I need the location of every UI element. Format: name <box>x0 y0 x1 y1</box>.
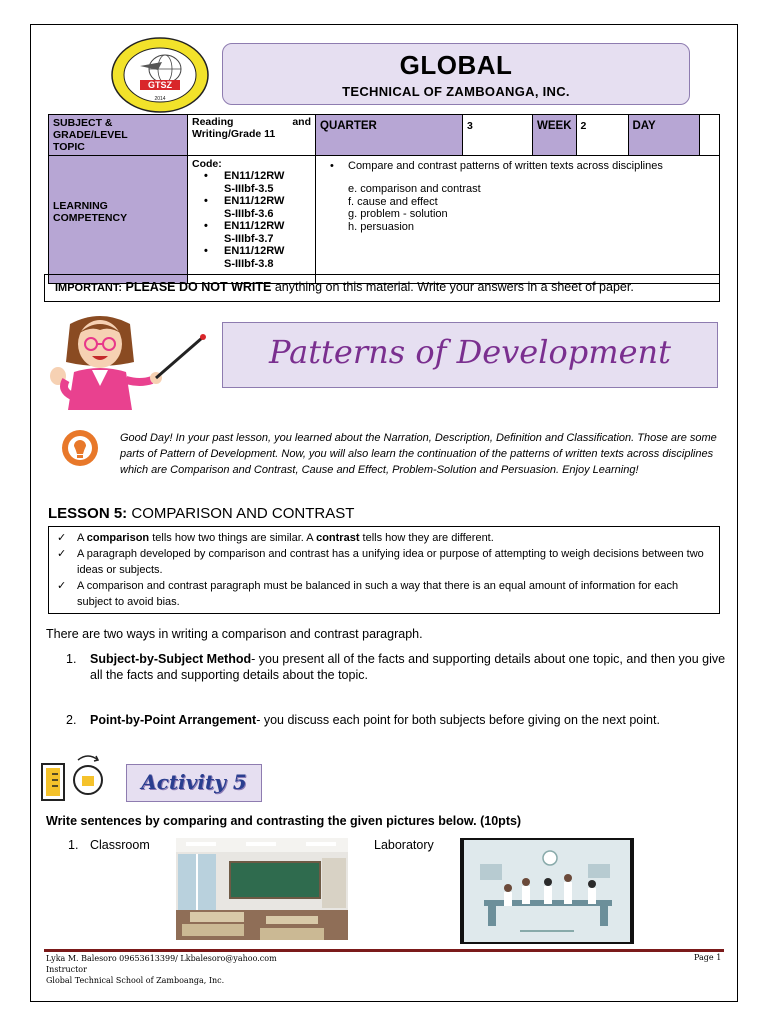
activity-title: Activity 5 <box>141 770 247 794</box>
code-list <box>192 170 313 270</box>
page-title: Patterns of Development <box>269 333 671 371</box>
competency-cell <box>316 156 720 284</box>
classroom-image <box>176 838 348 940</box>
code-item: • EN11/12RW S-IIIbf-3.8 <box>192 245 313 270</box>
lesson-note-item: ✓ A paragraph developed by comparison and contrast has a unifying idea or purpose of attempting to weigh decisions between two ideas or subjects. <box>77 546 711 578</box>
item-number: 1. <box>68 838 79 852</box>
lesson-note-item: ✓ A comparison tells how two things are similar. A contrast tells how they are different. <box>77 530 711 546</box>
lesson-note-item: ✓ A comparison and contrast paragraph must be balanced in such a way that there is an equal amount of information for each subject to avoid bias. <box>77 578 711 610</box>
lesson-notes-box <box>48 526 720 614</box>
lesson-info-table <box>48 114 720 284</box>
code-cell: Code: • EN11/12RW S-IIIbf-3.5 • EN11/12RW S-IIIbf-3.6 • EN11/12RW S-IIIbf-3.7 • EN11/12RW S-IIIbf-3.8 <box>188 156 316 284</box>
method-item: 2. Point-by-Point Arrangement- you discuss each point for both subjects before giving on the next point. <box>66 713 660 727</box>
laboratory-image <box>460 838 634 944</box>
school-header-box <box>222 43 690 105</box>
activity-icon <box>38 752 108 806</box>
day-value <box>700 115 720 156</box>
quarter-label: QUARTER <box>316 115 463 156</box>
code-item: • EN11/12RW S-IIIbf-3.5 <box>192 170 313 195</box>
svg-text:GTSZ: GTSZ <box>148 80 172 90</box>
code-item: • EN11/12RW S-IIIbf-3.6 <box>192 195 313 220</box>
laboratory-label: Laboratory <box>374 838 434 852</box>
teacher-illustration <box>40 310 210 410</box>
subject-grade-topic-label: SUBJECT & GRADE/LEVEL TOPIC <box>49 115 188 156</box>
school-subtitle: TECHNICAL OF ZAMBOANGA, INC. <box>342 84 570 99</box>
code-item: • EN11/12RW S-IIIbf-3.7 <box>192 220 313 245</box>
intro-paragraph: Good Day! In your past lesson, you learned about the Narration, Description, Definition and Classification. Those are some parts of Pattern of Development. Now, you will also learn the continuation of the patterns of written texts across disciplines which are Comparison and Contrast, Cause and Effect, Problem-Solution and Persuasion. Enjoy Learning! <box>120 432 717 476</box>
footer-info: Lyka M. Balesoro 09653613399/ Lkbalesoro@yahoo.com Instructor Global Technical School of Zamboanga, Inc. <box>46 954 277 985</box>
ways-intro: There are two ways in writing a comparison and contrast paragraph. <box>46 627 423 641</box>
learning-competency-label: LEARNING COMPETENCY <box>49 156 188 284</box>
title-box <box>222 322 718 388</box>
method-item: 1. Subject-by-Subject Method- you present all of the facts and supporting details about one topic, and then you give all the facts and supporting details about the topic. <box>66 652 726 682</box>
school-logo <box>110 36 210 114</box>
lightbulb-icon <box>60 428 100 468</box>
competency-items: e. comparison and contrast f. cause and effect g. problem - solution h. persuasion <box>348 183 481 233</box>
page-number: Page 1 <box>694 953 722 962</box>
important-notice: IMPORTANT: PLEASE DO NOT WRITE anything on this material. Write your answers in a sheet of paper. <box>44 274 720 302</box>
week-value: 2 <box>576 115 628 156</box>
lesson-heading: LESSON 5: COMPARISON AND CONTRAST <box>48 505 355 522</box>
footer-divider <box>44 949 724 952</box>
week-label: WEEK <box>533 115 577 156</box>
day-label: DAY <box>628 115 700 156</box>
quarter-value: 3 <box>463 115 533 156</box>
subject-value: Reading and Writing/Grade 11 <box>188 115 316 156</box>
classroom-label: Classroom <box>90 838 150 852</box>
activity-instruction: Write sentences by comparing and contrasting the given pictures below. (10pts) <box>46 814 522 828</box>
activity-title-box <box>126 764 262 802</box>
svg-text:2014: 2014 <box>154 96 166 102</box>
school-name: GLOBAL <box>399 50 513 80</box>
competency-text: • Compare and contrast patterns of written texts across disciplines <box>320 160 709 173</box>
